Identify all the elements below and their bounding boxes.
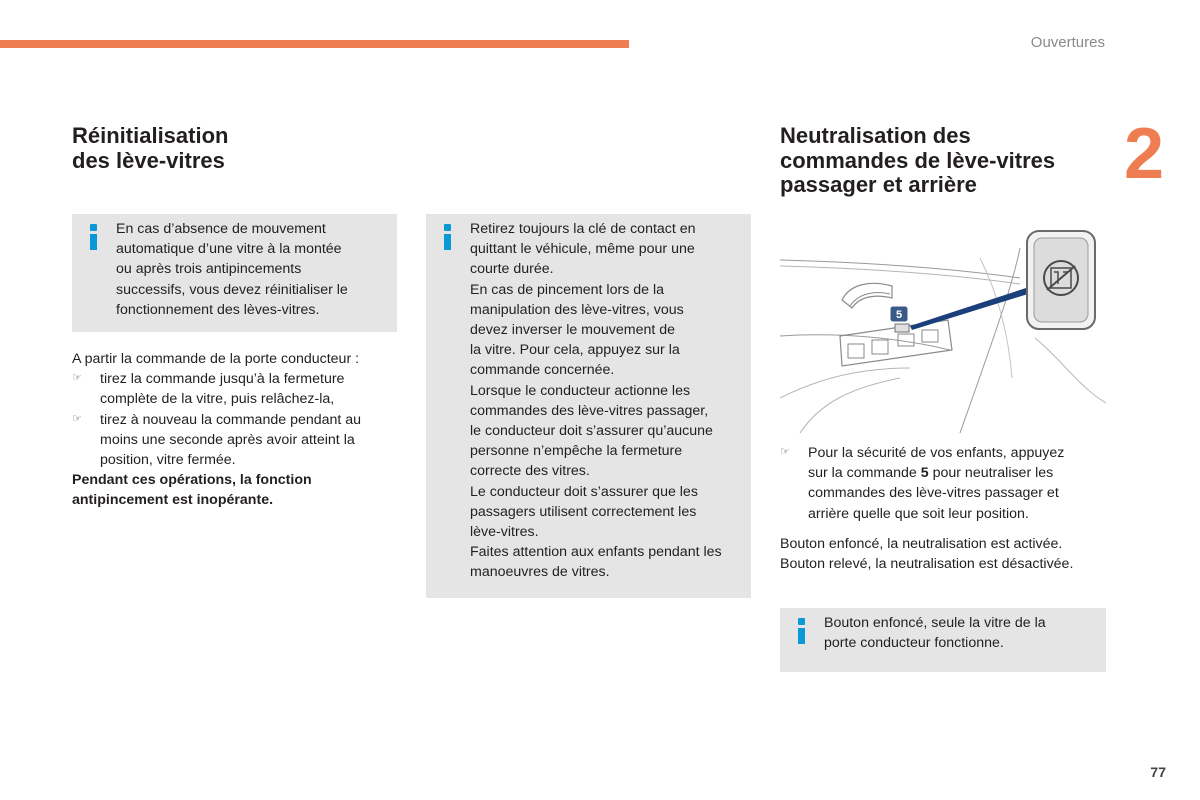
- text-line: Retirez toujours la clé de contact en: [470, 221, 696, 237]
- text-line: moins une seconde après avoir atteint la: [100, 431, 355, 448]
- text-line: courte durée.: [470, 261, 554, 278]
- text-line: En cas d’absence de mouvement: [116, 221, 326, 237]
- header-accent-bar: [0, 40, 629, 48]
- pointer-icon: ☞: [72, 372, 82, 385]
- text-line: ou après trois antipincements: [116, 261, 302, 278]
- text-line: Bouton enfoncé, seule la vitre de la: [824, 615, 1046, 631]
- state-description: [780, 534, 1110, 574]
- text-fragment: sur la commande: [808, 465, 921, 482]
- text-line: [808, 463, 1064, 483]
- text-line: fonctionnement des lèves-vitres.: [116, 301, 320, 318]
- intro-text: A partir la commande de la porte conducteur :: [72, 351, 360, 367]
- pointer-icon: ☞: [72, 412, 82, 425]
- text-line: tirez la commande jusqu’à la fermeture: [100, 371, 345, 388]
- info-box-text: [470, 219, 722, 583]
- text-line: position, vitre fermée.: [100, 452, 236, 469]
- text-line: Bouton relevé, la neutralisation est désactivée.: [780, 556, 1074, 573]
- info-box-safety: [426, 214, 751, 598]
- info-icon: [796, 618, 806, 646]
- text-line: correcte des vitres.: [470, 463, 590, 480]
- text-line: devez inverser le mouvement de: [470, 322, 676, 339]
- text-line: la vitre. Pour cela, appuyez sur la: [470, 342, 680, 359]
- info-box-driver-window: [780, 608, 1106, 672]
- text-line: le conducteur doit s’assurer qu’aucune: [470, 423, 713, 440]
- text-line: Pour la sécurité de vos enfants, appuyez: [808, 445, 1065, 461]
- text-line: manipulation des lève-vitres, vous: [470, 301, 684, 318]
- heading-neutralisation: [780, 124, 1110, 198]
- heading-line: Réinitialisation: [72, 123, 229, 148]
- neutralisation-instructions: [780, 443, 1110, 574]
- switch-reference: 5: [920, 465, 929, 482]
- text-line: porte conducteur fonctionne.: [824, 635, 1004, 652]
- text-line: manoeuvres de vitres.: [470, 564, 610, 581]
- lock-switch: [895, 324, 909, 332]
- door-switch-figure: [780, 228, 1106, 433]
- text-line: Le conducteur doit s’assurer que les: [470, 483, 698, 500]
- list-item: [780, 443, 1110, 524]
- text-line: Lorsque le conducteur actionne les: [470, 382, 691, 399]
- list-item: [72, 410, 402, 471]
- text-line: arrière quelle que soit leur position.: [808, 505, 1029, 522]
- text-line: quittant le véhicule, même pour une: [470, 241, 695, 258]
- text-line: successifs, vous devez réinitialiser le: [116, 281, 348, 298]
- heading-line: passager et arrière: [780, 172, 977, 197]
- info-box-reset: [72, 214, 397, 332]
- text-line: lève-vitres.: [470, 524, 539, 541]
- text-line: Faites attention aux enfants pendant les: [470, 544, 722, 561]
- info-icon: [88, 224, 98, 252]
- text-line: commandes des lève-vitres passager,: [470, 402, 709, 419]
- reset-instructions: [72, 349, 402, 511]
- pointer-icon: ☞: [780, 446, 790, 458]
- warning-text: [72, 470, 402, 510]
- list-item: [72, 369, 402, 409]
- chapter-number: 2: [1123, 114, 1164, 194]
- text-line: En cas de pincement lors de la: [470, 281, 665, 298]
- text-fragment: pour neutraliser les: [928, 465, 1054, 482]
- heading-reinitialisation: [72, 124, 372, 173]
- text-line: antipincement est inopérante.: [72, 492, 274, 509]
- door-panel-illustration: [780, 228, 1106, 433]
- callout-number: 5: [895, 309, 903, 321]
- text-line: tirez à nouveau la commande pendant au: [100, 411, 362, 428]
- text-line: personne n’empêche la fermeture: [470, 443, 683, 460]
- text-line: commande concernée.: [470, 362, 615, 379]
- info-box-text: [824, 613, 1046, 653]
- text-line: automatique d’une vitre à la montée: [116, 241, 342, 258]
- text-line: passagers utilisent correctement les: [470, 503, 697, 520]
- text-line: Bouton enfoncé, la neutralisation est activée.: [780, 535, 1063, 552]
- text-line: complète de la vitre, puis relâchez-la,: [100, 391, 335, 408]
- info-icon: [442, 224, 452, 252]
- text-line: Pendant ces opérations, la fonction: [72, 472, 312, 489]
- heading-line: des lève-vitres: [72, 147, 225, 173]
- text-line: commandes des lève-vitres passager et: [808, 485, 1059, 502]
- heading-line: commandes de lève-vitres: [780, 147, 1056, 173]
- heading-line: Neutralisation des: [780, 123, 971, 148]
- section-title: Ouvertures: [1030, 34, 1105, 51]
- info-box-text: [116, 219, 348, 320]
- page-number: 77: [1150, 764, 1166, 780]
